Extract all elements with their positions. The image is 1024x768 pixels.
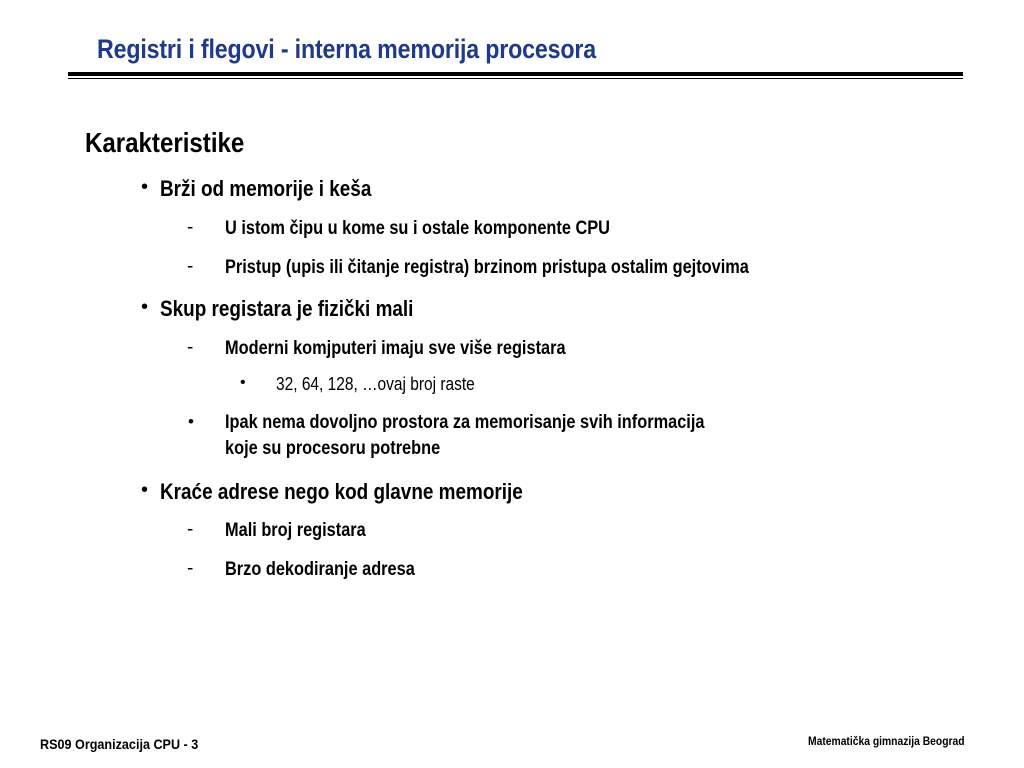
sub-item-same-chip: U istom čipu u kome su i ostale komponente CPU [225, 218, 610, 239]
sub-item-modern-computers: Moderni komjputeri imaju sve više registara [225, 338, 566, 359]
dash-marker: - [187, 217, 194, 238]
sub-item-not-enough-space-line2: koje su procesoru potrebne [225, 438, 441, 459]
bullet-marker: • [141, 296, 149, 318]
sub-item-not-enough-space-line1: Ipak nema dovoljno prostora za memorisanje svih informacija [225, 412, 705, 433]
dash-marker: - [187, 558, 194, 579]
dash-marker: - [187, 337, 194, 358]
sub-item-fast-decoding: Brzo dekodiranje adresa [225, 559, 415, 580]
bullet-marker: • [141, 479, 149, 501]
footer-school-name: Matematička gimnazija Beograd [808, 734, 965, 748]
footer-slide-info: RS09 Organizacija CPU - 3 [40, 736, 199, 752]
sub-sub-item-register-counts: 32, 64, 128, …ovaj broj raste [276, 374, 475, 394]
section-heading: Karakteristike [85, 127, 245, 158]
title-underline-thick [68, 72, 963, 76]
title-underline-thin [68, 78, 963, 79]
bullet-item-faster: Brži od memorije i keša [160, 176, 372, 201]
bullet-marker: • [188, 412, 194, 431]
bullet-item-register-set: Skup registara je fizički mali [160, 296, 414, 321]
bullet-marker: • [240, 374, 246, 391]
bullet-marker: • [141, 176, 149, 198]
sub-item-few-registers: Mali broj registara [225, 520, 366, 541]
dash-marker: - [187, 256, 194, 277]
slide-title: Registri i flegovi - interna memorija procesora [97, 34, 597, 64]
dash-marker: - [187, 519, 194, 540]
sub-item-access-speed: Pristup (upis ili čitanje registra) brzinom pristupa ostalim gejtovima [225, 257, 749, 278]
bullet-item-shorter-addresses: Kraće adrese nego kod glavne memorije [160, 479, 523, 504]
